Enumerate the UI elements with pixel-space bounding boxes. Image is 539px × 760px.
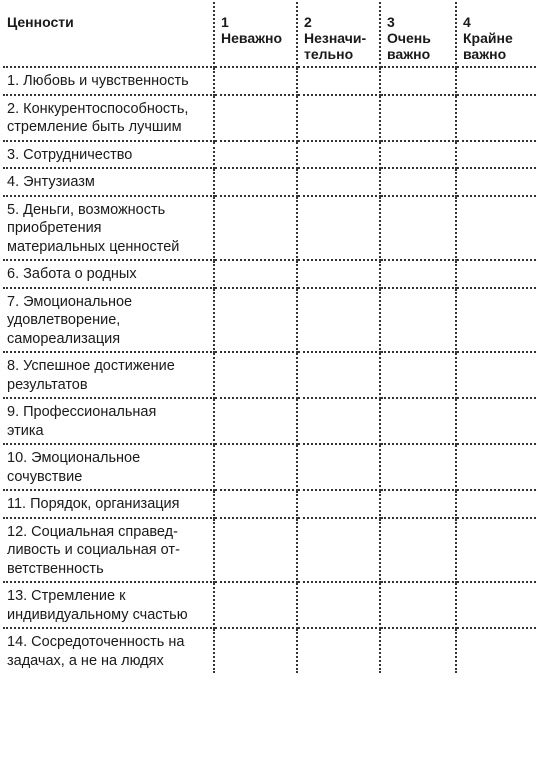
header-values: Ценности bbox=[3, 2, 214, 67]
rating-cell-3[interactable] bbox=[380, 628, 456, 673]
rating-cell-4[interactable] bbox=[456, 196, 536, 261]
value-label-line: 6. Забота о родных bbox=[7, 266, 137, 282]
rating-cell-4[interactable] bbox=[456, 444, 536, 490]
table-header bbox=[3, 2, 536, 67]
table-row bbox=[3, 168, 536, 196]
rating-cell-2[interactable] bbox=[297, 490, 380, 518]
rating-cell-2[interactable] bbox=[297, 260, 380, 288]
value-label-line: материальных ценностей bbox=[7, 238, 180, 255]
rating-cell-4[interactable] bbox=[456, 518, 536, 583]
rating-cell-2[interactable] bbox=[297, 398, 380, 444]
value-label bbox=[3, 168, 214, 196]
table-body bbox=[3, 67, 536, 673]
value-label bbox=[3, 95, 214, 141]
rating-cell-4[interactable] bbox=[456, 352, 536, 398]
rating-cell-1[interactable] bbox=[214, 352, 297, 398]
value-label bbox=[3, 582, 214, 628]
table-row bbox=[3, 95, 536, 141]
value-label-line: сочувствие bbox=[7, 468, 83, 485]
value-label-line: ливость и социальная от- bbox=[7, 542, 180, 558]
header-not-important: 1 Неважно bbox=[214, 2, 297, 67]
table-row bbox=[3, 518, 536, 583]
value-label-line: результатов bbox=[7, 376, 88, 393]
value-label-line: 8. Успешное достижение bbox=[7, 358, 175, 374]
rating-cell-1[interactable] bbox=[214, 141, 297, 169]
rating-cell-1[interactable] bbox=[214, 95, 297, 141]
table-row bbox=[3, 398, 536, 444]
value-label-line: 1. Любовь и чувственность bbox=[7, 73, 189, 89]
rating-cell-2[interactable] bbox=[297, 95, 380, 141]
rating-cell-4[interactable] bbox=[456, 168, 536, 196]
rating-cell-3[interactable] bbox=[380, 141, 456, 169]
rating-cell-1[interactable] bbox=[214, 490, 297, 518]
value-label bbox=[3, 196, 214, 261]
value-label-line: 4. Энтузиазм bbox=[7, 174, 95, 190]
value-label-line: ветственность bbox=[7, 560, 104, 577]
rating-cell-1[interactable] bbox=[214, 444, 297, 490]
value-label-line: удовлетворение, bbox=[7, 312, 121, 328]
table-row bbox=[3, 67, 536, 95]
value-label bbox=[3, 628, 214, 673]
value-label bbox=[3, 260, 214, 288]
table-row bbox=[3, 444, 536, 490]
rating-cell-3[interactable] bbox=[380, 260, 456, 288]
table-row bbox=[3, 196, 536, 261]
rating-cell-3[interactable] bbox=[380, 95, 456, 141]
rating-cell-2[interactable] bbox=[297, 196, 380, 261]
rating-cell-4[interactable] bbox=[456, 398, 536, 444]
rating-cell-3[interactable] bbox=[380, 518, 456, 583]
header-insignificant: 2 Незначи- тельно bbox=[297, 2, 380, 67]
value-label-line: 3. Сотрудничество bbox=[7, 146, 133, 163]
value-label-line: 7. Эмоциональное bbox=[7, 293, 133, 310]
value-label-line: 13. Стремление к bbox=[7, 588, 126, 604]
table-row bbox=[3, 490, 536, 518]
table-row bbox=[3, 628, 536, 673]
value-label bbox=[3, 141, 214, 169]
value-label-line: 10. Эмоциональное bbox=[7, 450, 141, 466]
rating-cell-3[interactable] bbox=[380, 196, 456, 261]
header-row bbox=[3, 2, 536, 67]
value-label-line: индивидуальному счастью bbox=[7, 606, 188, 623]
value-label bbox=[3, 288, 214, 353]
rating-cell-3[interactable] bbox=[380, 398, 456, 444]
rating-cell-2[interactable] bbox=[297, 352, 380, 398]
rating-cell-3[interactable] bbox=[380, 288, 456, 353]
rating-cell-4[interactable] bbox=[456, 67, 536, 95]
table-row bbox=[3, 352, 536, 398]
value-label-line: 12. Социальная справед- bbox=[7, 523, 178, 540]
rating-cell-4[interactable] bbox=[456, 95, 536, 141]
rating-cell-1[interactable] bbox=[214, 260, 297, 288]
value-label bbox=[3, 490, 214, 518]
rating-cell-2[interactable] bbox=[297, 168, 380, 196]
value-label-line: 14. Сосредоточенность на bbox=[7, 634, 185, 650]
rating-cell-3[interactable] bbox=[380, 168, 456, 196]
rating-cell-2[interactable] bbox=[297, 628, 380, 673]
rating-cell-3[interactable] bbox=[380, 352, 456, 398]
rating-cell-4[interactable] bbox=[456, 490, 536, 518]
rating-cell-4[interactable] bbox=[456, 141, 536, 169]
header-extremely-important: 4 Крайне важно bbox=[456, 2, 536, 67]
rating-cell-1[interactable] bbox=[214, 518, 297, 583]
value-label bbox=[3, 67, 214, 95]
rating-cell-1[interactable] bbox=[214, 582, 297, 628]
value-label-line: этика bbox=[7, 422, 44, 439]
table-row bbox=[3, 260, 536, 288]
value-label-line: 11. Порядок, организация bbox=[7, 496, 180, 512]
value-label bbox=[3, 444, 214, 490]
value-label-line: самореализация bbox=[7, 330, 121, 347]
rating-cell-2[interactable] bbox=[297, 288, 380, 353]
table-row bbox=[3, 582, 536, 628]
rating-cell-3[interactable] bbox=[380, 444, 456, 490]
value-label-line: стремление быть лучшим bbox=[7, 119, 182, 135]
rating-cell-1[interactable] bbox=[214, 168, 297, 196]
rating-cell-1[interactable] bbox=[214, 196, 297, 261]
table-row bbox=[3, 141, 536, 169]
rating-cell-4[interactable] bbox=[456, 582, 536, 628]
rating-cell-2[interactable] bbox=[297, 67, 380, 95]
rating-cell-1[interactable] bbox=[214, 628, 297, 673]
rating-cell-4[interactable] bbox=[456, 260, 536, 288]
rating-cell-3[interactable] bbox=[380, 67, 456, 95]
value-label-line: 5. Деньги, возможность bbox=[7, 201, 166, 218]
rating-cell-2[interactable] bbox=[297, 141, 380, 169]
rating-cell-1[interactable] bbox=[214, 288, 297, 353]
value-label-line: задачах, а не на людях bbox=[7, 652, 164, 669]
header-very-important: 3 Очень важно bbox=[380, 2, 456, 67]
rating-cell-2[interactable] bbox=[297, 444, 380, 490]
value-label-line: приобретения bbox=[7, 220, 102, 236]
table-row bbox=[3, 288, 536, 353]
rating-cell-3[interactable] bbox=[380, 582, 456, 628]
value-label bbox=[3, 352, 214, 398]
rating-cell-2[interactable] bbox=[297, 518, 380, 583]
rating-cell-1[interactable] bbox=[214, 398, 297, 444]
values-rating-table bbox=[3, 2, 536, 673]
rating-cell-4[interactable] bbox=[456, 288, 536, 353]
value-label-line: 9. Профессиональная bbox=[7, 404, 157, 420]
rating-cell-4[interactable] bbox=[456, 628, 536, 673]
rating-cell-2[interactable] bbox=[297, 582, 380, 628]
rating-cell-3[interactable] bbox=[380, 490, 456, 518]
value-label bbox=[3, 518, 214, 583]
rating-cell-1[interactable] bbox=[214, 67, 297, 95]
value-label bbox=[3, 398, 214, 444]
value-label-line: 2. Конкурентоспособность, bbox=[7, 100, 189, 117]
